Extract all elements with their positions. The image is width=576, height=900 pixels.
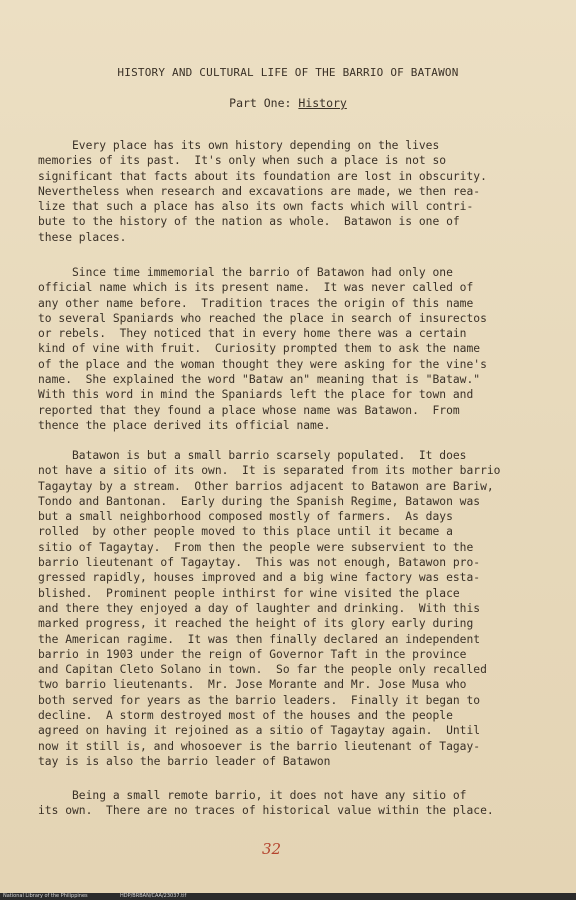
text-line: marked progress, it reached the height of its glory early during [38, 617, 474, 631]
text-line: Every place has its own history depending on the lives [38, 139, 440, 152]
text-line: lize that such a place has also its own facts which will contri- [38, 200, 474, 214]
text-line: memories of its past. It's only when such a place is not so [38, 154, 447, 168]
paragraph-3 [38, 448, 538, 769]
text-line: With this word in mind the Spaniards left the place for town and [38, 388, 474, 402]
text-line: of the place and the woman thought they were asking for the vine's [38, 357, 487, 371]
text-line: and there they enjoyed a day of laughter and drinking. With this [38, 601, 481, 615]
text-line: now it still is, and whosoever is the barrio lieutenant of Tagay- [38, 739, 481, 753]
text-line: official name which is its present name. It was never called of [38, 281, 474, 295]
text-line: these places. [38, 230, 127, 244]
text-line: gressed rapidly, houses improved and a big wine factory was esta- [38, 571, 481, 585]
text-line: thence the place derived its official name. [38, 418, 331, 432]
text-line: and Capitan Cleto Solano in town. So far the people only recalled [38, 663, 487, 677]
footer-file-ref: HDP/BRBAN/CAA/23037.tif [120, 893, 187, 899]
text-line: but a small neighborhood composed mostly of farmers. As days [38, 510, 453, 524]
text-line: not have a sitio of its own. It is separated from its mother barrio [38, 464, 501, 478]
text-line: Nevertheless when research and excavations are made, we then rea- [38, 184, 481, 198]
part-name: History [298, 96, 347, 110]
text-line: barrio lieutenant of Tagaytay. This was not enough, Batawon pro- [38, 556, 481, 570]
text-line: reported that they found a place whose name was Batawon. From [38, 403, 460, 417]
archive-footer-bar [0, 893, 576, 900]
text-line: two barrio lieutenants. Mr. Jose Morante and Mr. Jose Musa who [38, 678, 467, 692]
text-line: any other name before. Tradition traces the origin of this name [38, 296, 474, 310]
text-line: bute to the history of the nation as whole. Batawon is one of [38, 215, 460, 229]
text-line: agreed on having it rejoined as a sitio of Tagaytay again. Until [38, 724, 481, 738]
text-line: sitio of Tagaytay. From then the people were subservient to the [38, 540, 474, 554]
text-line: tay is is also the barrio leader of Batawon [38, 754, 331, 768]
text-line: blished. Prominent people inthirst for wine visited the place [38, 586, 460, 600]
text-line: Since time immemorial the barrio of Batawon had only one [38, 266, 453, 279]
text-line: Being a small remote barrio, it does not have any sitio of [38, 789, 467, 802]
paragraph-4 [38, 788, 538, 819]
text-line: Batawon is but a small barrio scarsely populated. It does [38, 449, 467, 462]
paragraph-1 [38, 138, 538, 245]
text-line: decline. A storm destroyed most of the houses and the people [38, 709, 453, 723]
part-heading [0, 96, 576, 110]
paragraph-2 [38, 265, 538, 433]
text-line: both served for years as the barrio leaders. Finally it began to [38, 693, 481, 707]
part-prefix: Part One: [229, 96, 299, 110]
footer-institution: National Library of the Philippines [3, 893, 88, 899]
text-line: Tondo and Bantonan. Early during the Spanish Regime, Batawon was [38, 494, 481, 508]
text-line: barrio in 1903 under the reign of Governor Taft in the province [38, 647, 467, 661]
document-title: HISTORY AND CULTURAL LIFE OF THE BARRIO OF BATAWON [117, 66, 459, 79]
page-number: 32 [262, 840, 282, 858]
text-line: significant that facts about its foundation are lost in obscurity. [38, 169, 487, 183]
text-line: the American ragime. It was then finally declared an independent [38, 632, 481, 646]
text-line: Tagaytay by a stream. Other barrios adjacent to Batawon are Bariw, [38, 479, 494, 493]
text-line: its own. There are no traces of historical value within the place. [38, 804, 494, 818]
text-line: rolled by other people moved to this place until it became a [38, 525, 453, 539]
text-line: or rebels. They noticed that in every home there was a certain [38, 327, 467, 341]
text-line: name. She explained the word "Bataw an" meaning that is "Bataw." [38, 373, 481, 387]
text-line: kind of vine with fruit. Curiosity prompted them to ask the name [38, 342, 481, 356]
text-line: to several Spaniards who reached the place in search of insurectos [38, 311, 487, 325]
